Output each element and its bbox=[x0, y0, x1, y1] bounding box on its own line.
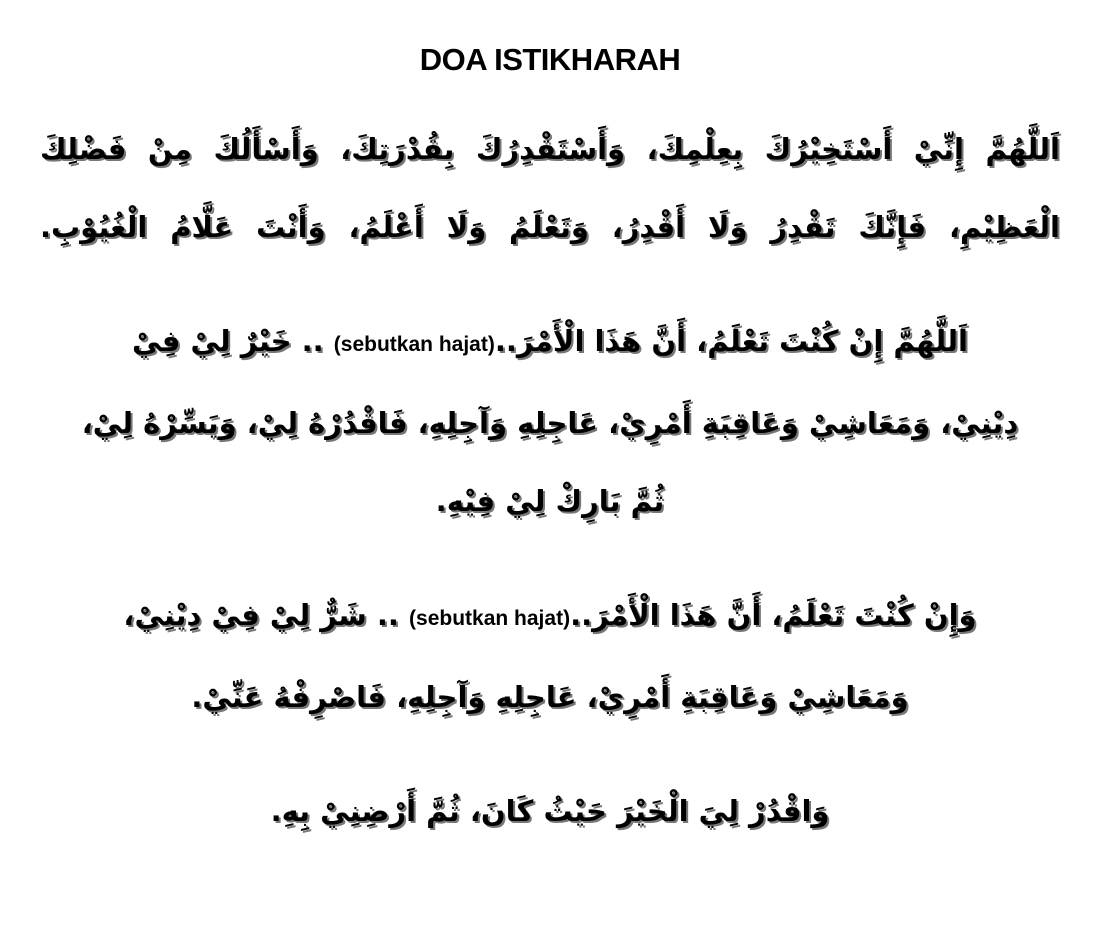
paragraph3 bbox=[40, 576, 1060, 736]
paragraph4 bbox=[40, 772, 1060, 850]
hajat-note: (sebutkan hajat) bbox=[409, 607, 571, 630]
paragraph2-line2: دِيْنِيْ، وَمَعَاشِيْ وَعَاقِبَةِ أَمْرِيْ، عَاجِلِهِ وَآجِلِهِ، فَاقْدُرْهُ لِيْ، وَيَسِّرْهُ لِيْ، bbox=[81, 406, 1019, 440]
paragraph1-line2: الْعَظِيْمِ، فَإِنَّكَ تَقْدِرُ وَلَا أَقْدِرُ، وَتَعْلَمُ وَلَا أَعْلَمُ، وَأَنْتَ عَلَّامُ الْغُيُوْبِ. bbox=[40, 210, 1060, 244]
paragraph2-line1 bbox=[40, 302, 1060, 384]
paragraph3-line1-start: وَإِنْ كُنْتَ تَعْلَمُ، أَنَّ هَذَا الْأَمْرَ.. bbox=[570, 598, 977, 632]
hajat-note: (sebutkan hajat) bbox=[333, 333, 495, 356]
paragraph4-line: وَاقْدُرْ لِيَ الْخَيْرَ حَيْثُ كَانَ، ثُمَّ أَرْضِنِيْ بِهِ. bbox=[270, 794, 830, 828]
paragraph2-line3: ثُمَّ بَارِكْ لِيْ فِيْهِ. bbox=[435, 484, 665, 518]
paragraph3-line2: وَمَعَاشِيْ وَعَاقِبَةِ أَمْرِيْ، عَاجِلِهِ وَآجِلِهِ، فَاصْرِفْهُ عَنِّيْ. bbox=[191, 680, 909, 714]
document-title: DOA ISTIKHARAH bbox=[419, 42, 681, 77]
paragraph3-line1 bbox=[40, 576, 1060, 658]
paragraph3-line1-end: .. شَرٌّ لِيْ فِيْ دِيْنِيْ، bbox=[123, 598, 410, 632]
paragraph1 bbox=[40, 110, 1060, 266]
paragraph1-line1: اَللَّهُمَّ إِنِّيْ أَسْتَخِيْرُكَ بِعِلْمِكَ، وَأَسْتَقْدِرُكَ بِقُدْرَتِكَ، وَأَسْأَلُكَ مِنْ فَضْلِكَ bbox=[40, 132, 1060, 166]
paragraph2 bbox=[40, 302, 1060, 540]
paragraph2-line1-start: اَللَّهُمَّ إِنْ كُنْتَ تَعْلَمُ، أَنَّ هَذَا الْأَمْرَ.. bbox=[494, 324, 968, 358]
paragraph2-line1-end: .. خَيْرٌ لِيْ فِيْ bbox=[132, 324, 334, 358]
